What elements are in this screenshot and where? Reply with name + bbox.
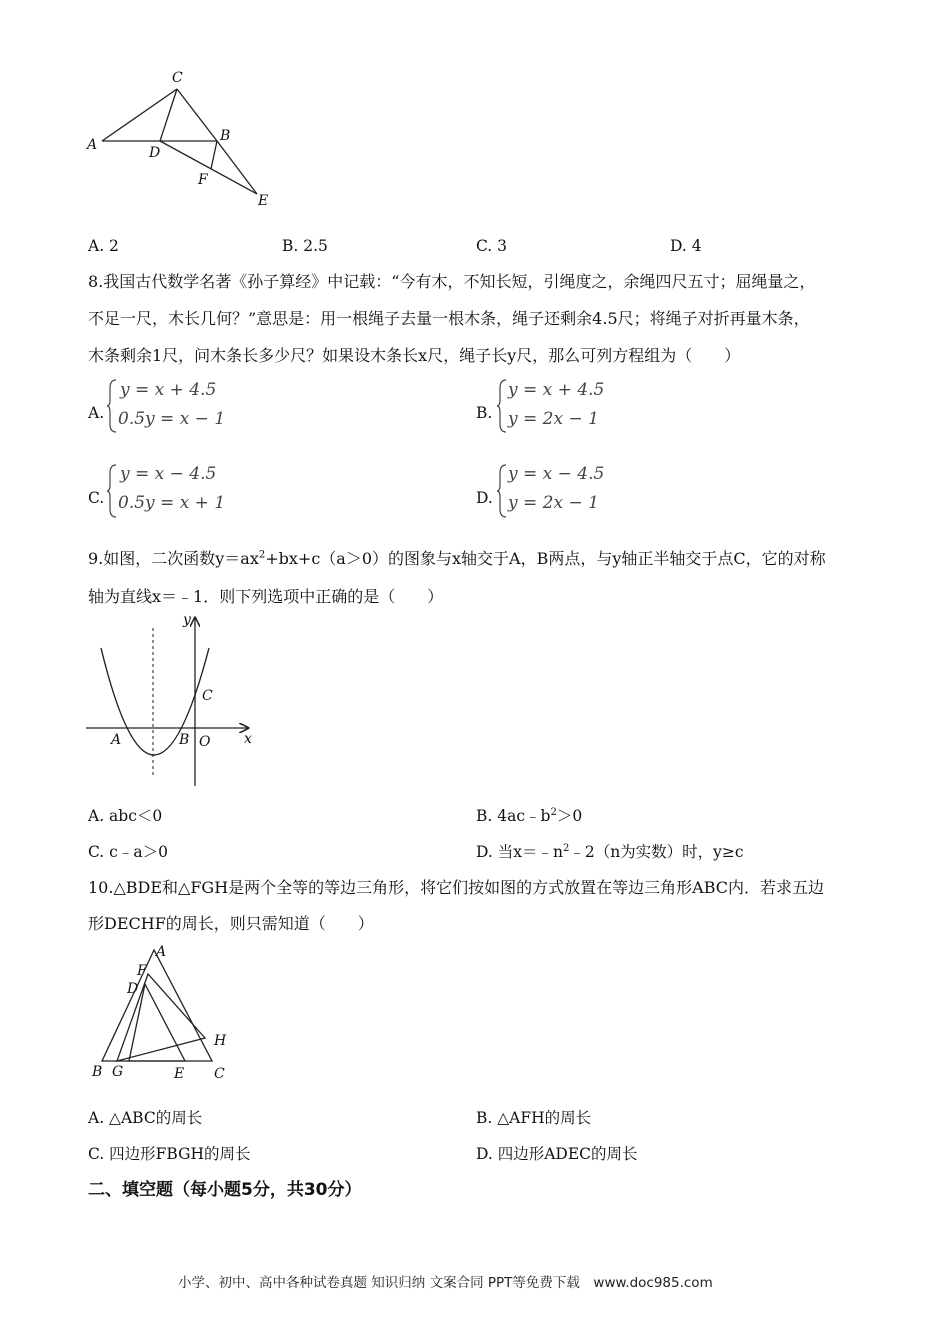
q10-label-b: B (92, 1064, 103, 1080)
q8-option-b-label: B. (476, 404, 493, 422)
q10-triangles-figure (82, 938, 242, 1083)
q8-option-a-eq1: y = x + 4.5 (120, 380, 217, 400)
q8-option-c-label: C. (88, 489, 105, 507)
q8-option-d-brace (496, 463, 508, 519)
q10-question-line2: 形DECHF的周长，则只需知道（ ） (88, 914, 374, 933)
q9-option-c: C. c﹣a＞0 (88, 843, 168, 861)
q10-option-b: B. △AFH的周长 (476, 1109, 592, 1127)
q8-option-c-brace (106, 463, 118, 519)
q8-option-d-label: D. (476, 489, 493, 507)
q8-option-a-brace (106, 378, 118, 434)
q7-label-f: F (198, 172, 208, 188)
q9-label-o: O (199, 734, 211, 750)
q9-label-c: C (202, 688, 213, 704)
q8-option-c-eq2: 0.5y = x + 1 (118, 493, 226, 513)
q10-option-a: A. △ABC的周长 (88, 1109, 203, 1127)
q7-label-b: B (220, 128, 231, 144)
page-footer: 小学、初中、高中各种试卷真题 知识归纳 文案合同 PPT等免费下载 www.doc985.com (178, 1275, 713, 1291)
q7-option-a: A. 2 (88, 237, 119, 255)
q9-question-line2: 轴为直线x＝﹣1．则下列选项中正确的是（ ） (88, 587, 444, 606)
q9-label-y: y (183, 612, 191, 628)
q8-option-d-eq2: y = 2x − 1 (508, 493, 599, 513)
q9-question-line1: 9.如图，二次函数$y=ax^2+bx+c(a>0)$的图象与x轴交于A，B两点，与y轴正半轴交于点C，它的对称 (88, 549, 826, 568)
q10-label-e: E (174, 1066, 185, 1082)
q8-option-b-brace (496, 378, 508, 434)
q8-option-b-eq2: y = 2x − 1 (508, 409, 599, 429)
q8-option-b-eq1: y = x + 4.5 (508, 380, 605, 400)
q10-option-c: C. 四边形FBGH的周长 (88, 1145, 251, 1163)
q9-label-x: x (244, 731, 252, 747)
q7-label-e: E (258, 193, 269, 209)
q7-option-c: C. 3 (476, 237, 508, 255)
q10-label-g: G (112, 1064, 124, 1080)
q8-option-a-label: A. (88, 404, 105, 422)
q10-label-h: H (214, 1033, 227, 1049)
q8-option-a-eq2: 0.5y = x − 1 (118, 409, 226, 429)
q7-option-b: B. 2.5 (282, 237, 328, 255)
section-heading: 二、填空题（每小题5分，共30分） (88, 1180, 362, 1200)
q9-option-a: A. abc＜0 (88, 807, 163, 825)
q10-label-d: D (127, 981, 139, 997)
q10-label-c: C (214, 1066, 225, 1082)
q10-label-a: A (156, 944, 167, 960)
q9-label-a: A (111, 732, 122, 748)
q10-label-f: F (137, 963, 147, 979)
q9-label-b: B (179, 732, 190, 748)
q8-question-line3: 木条剩余1尺，问木条长多少尺？如果设木条长x尺，绳子长y尺，那么可列方程组为（ ） (88, 346, 741, 365)
q7-label-a: A (87, 137, 98, 153)
q7-triangle-figure (82, 68, 282, 216)
q7-label-d: D (149, 145, 161, 161)
q9-option-d: D. 当$x=﹣n^2﹣2(n$为实数）时，y≥c (476, 842, 744, 861)
q8-option-d-eq1: y = x − 4.5 (508, 464, 605, 484)
q10-option-d: D. 四边形ADEC的周长 (476, 1145, 638, 1163)
q9-option-b: B. $4ac﹣b^2>0$ (476, 806, 583, 825)
q8-option-c-eq1: y = x − 4.5 (120, 464, 217, 484)
q9-parabola-figure (82, 610, 262, 788)
q7-label-c: C (172, 70, 183, 86)
q8-question-line2: 不足一尺，木长几何？”意思是：用一根绳子去量一根木条，绳子还剩余4.5尺；将绳子对折再量木条， (88, 309, 810, 328)
q7-option-d: D. 4 (670, 237, 702, 255)
q8-question-line1: 8.我国古代数学名著《孙子算经》中记载：“今有木，不知长短，引绳度之，余绳四尺五寸；屈绳量之， (88, 272, 816, 291)
q10-question-line1: 10.△BDE和△FGH是两个全等的等边三角形，将它们按如图的方式放置在等边三角形ABC内．若求五边 (88, 878, 825, 897)
